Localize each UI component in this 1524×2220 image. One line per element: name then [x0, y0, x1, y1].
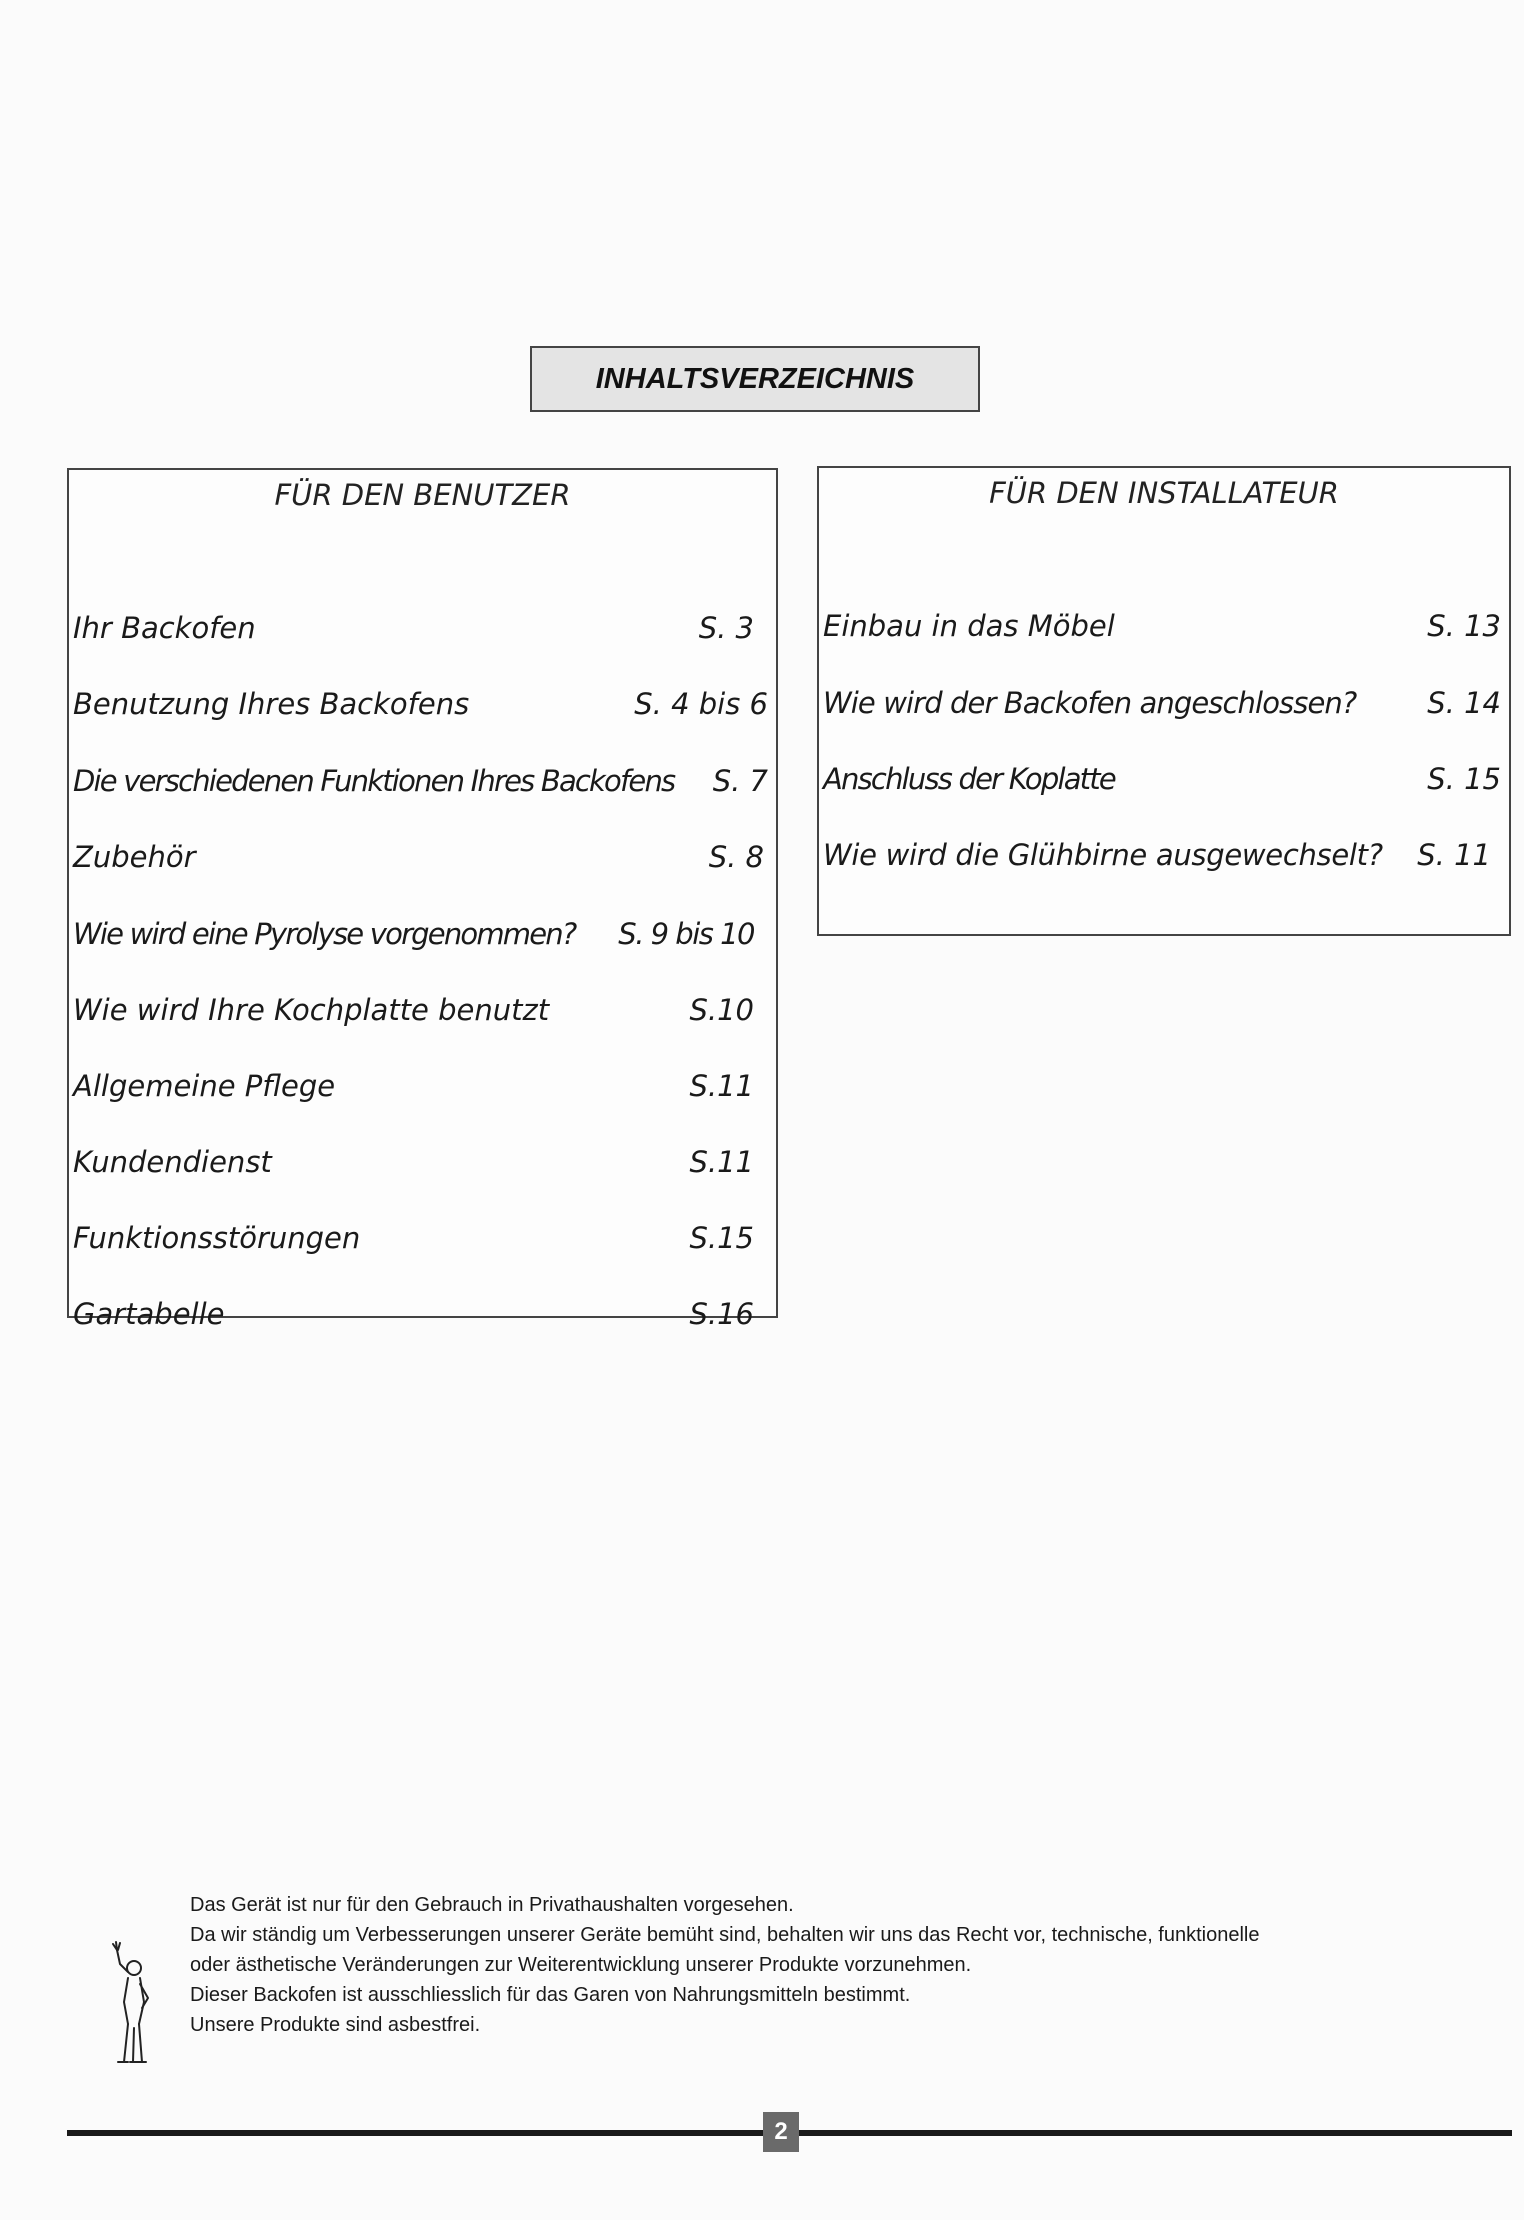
toc-entry[interactable] — [69, 819, 776, 895]
toc-entry[interactable] — [69, 1276, 776, 1352]
toc-entry-page: S. 11 — [1417, 838, 1491, 872]
toc-entry-page: S. 14 — [1427, 686, 1501, 720]
toc-entry-label: Funktionsstörungen — [73, 1221, 361, 1255]
toc-entry-label: Kundendienst — [73, 1145, 272, 1179]
toc-entry-label: Gartabelle — [73, 1297, 225, 1331]
toc-entry-label: Benutzung Ihres Backofens — [73, 687, 470, 721]
toc-entry-label: Wie wird der Backofen angeschlossen? — [823, 686, 1357, 720]
toc-entry[interactable] — [819, 665, 1509, 741]
toc-entry-page: S.16 — [689, 1297, 754, 1331]
toc-entry[interactable] — [69, 666, 776, 742]
toc-entry-label: Einbau in das Möbel — [823, 609, 1115, 643]
toc-entry-label: Allgemeine Pflege — [73, 1069, 336, 1103]
toc-entry[interactable] — [69, 590, 776, 666]
toc-entry-label: Die verschiedenen Funktionen Ihres Backofens — [73, 764, 675, 798]
toc-title: INHALTSVERZEICHNIS — [530, 346, 980, 412]
user-toc-box — [67, 468, 778, 1331]
user-toc-heading: FÜR DEN BENUTZER — [274, 478, 571, 512]
toc-entry-page: S.10 — [689, 993, 754, 1027]
toc-entry-label: Anschluss der Koplatte — [823, 762, 1115, 796]
page-number: 2 — [763, 2112, 799, 2152]
toc-entry[interactable] — [69, 896, 776, 972]
toc-entry-page: S.15 — [689, 1221, 754, 1255]
toc-entry[interactable] — [819, 741, 1509, 817]
toc-entry[interactable] — [69, 972, 776, 1048]
toc-entry[interactable] — [69, 1048, 776, 1124]
toc-entry-page: S. 4 bis 6 — [634, 687, 768, 721]
toc-entry[interactable] — [69, 743, 776, 819]
toc-entry-label: Wie wird die Glühbirne ausgewechselt? — [823, 838, 1383, 872]
toc-entry-label: Wie wird eine Pyrolyse vorgenommen? — [73, 917, 576, 951]
person-raising-hand-icon — [108, 1938, 152, 2066]
toc-entry-page: S. 9 bis 10 — [618, 917, 754, 951]
footer-note: Dieser Backofen ist ausschliesslich für das Garen von Nahrungsmitteln bestimmt. — [190, 1984, 911, 2006]
toc-entry[interactable] — [69, 1124, 776, 1200]
toc-entry-page: S.11 — [689, 1069, 754, 1103]
toc-entry[interactable] — [819, 817, 1509, 893]
installer-toc-box — [817, 466, 1511, 936]
footer-note: Unsere Produkte sind asbestfrei. — [190, 2014, 481, 2036]
footer-note: Da wir ständig um Verbesserungen unserer Geräte bemüht sind, behalten wir uns das Recht vor, technische, funktionelle — [190, 1924, 1260, 1946]
toc-entry-label: Zubehör — [73, 840, 196, 874]
toc-entry-page: S. 13 — [1427, 609, 1501, 643]
toc-entry-label: Wie wird Ihre Kochplatte benutzt — [73, 993, 550, 1027]
toc-entry-label: Ihr Backofen — [73, 611, 256, 645]
toc-entry[interactable] — [819, 588, 1509, 664]
toc-entry-page: S. 15 — [1427, 762, 1501, 796]
footer-note: Das Gerät ist nur für den Gebrauch in Privathaushalten vorgesehen. — [190, 1894, 794, 1916]
installer-toc-heading: FÜR DEN INSTALLATEUR — [989, 476, 1339, 510]
toc-entry-page: S. 7 — [712, 764, 768, 798]
toc-entry[interactable] — [69, 1200, 776, 1276]
toc-entry-page: S. 8 — [708, 840, 764, 874]
footer-note: oder ästhetische Veränderungen zur Weiterentwicklung unserer Produkte vorzunehmen. — [190, 1954, 972, 1976]
toc-entry-page: S. 3 — [698, 611, 754, 645]
toc-entry-page: S.11 — [689, 1145, 754, 1179]
footer-notes — [190, 1890, 1490, 2040]
